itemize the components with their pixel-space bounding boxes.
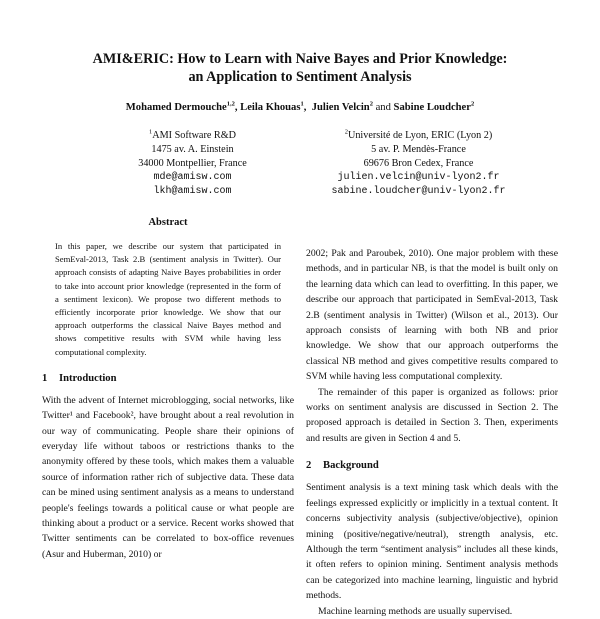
affiliation-mark: 2 [344, 128, 348, 136]
section-heading-introduction [42, 372, 294, 386]
abstract-heading: Abstract [148, 217, 188, 228]
affiliation-city: 69676 Bron Cedex, France [363, 158, 474, 169]
left-column [42, 216, 294, 562]
body-paragraph: 2002; Pak and Paroubek, 2010). One major problem with these methods, and in particular NB, is that the model is built only on the learning data which can lead to overfitting. In this paper, we describe our approach that participated in SemEval-2013, Task 2.B (sentiment analysis in Twitter) (Wilson et al., 2013). Our approach consists of learning with both NB and prior knowledge. We show that our approach outperforms the classical NB method and gives competitive results compared to SVM while having less computational complexity. [306, 248, 558, 383]
author-affiliation-mark: 2 [369, 100, 373, 108]
section-title: Introduction [59, 372, 117, 384]
author-separator: , [234, 102, 238, 113]
author-name: Leila Khouas [240, 102, 301, 113]
affiliation-city: 34000 Montpellier, France [138, 158, 247, 169]
background-paragraph: Sentiment analysis is a text mining task which deals with the feelings expressed explicitly or implicitly in a textual content. It concerns subjectivity analysis (subjective/objective), opinion mining (positive/negative/neutral), strength analysis, etc. Although the term “sentiment analysis” includes all these kinds, it often refers to opinion mining. Sentiment analysis methods can be categorized into machine learning, linguistic and hybrid methods. [306, 482, 558, 602]
author-email: lkh@amisw.com [153, 186, 232, 197]
affiliation-2 [296, 129, 541, 199]
affiliation-org: Université de Lyon, ERIC (Lyon 2) [347, 130, 493, 141]
title-line-2: an Application to Sentiment Analysis [188, 69, 412, 85]
affiliation-mark: 1 [148, 128, 153, 136]
affiliation-address: 5 av. P. Mendès-France [371, 144, 466, 155]
abstract-text: In this paper, we describe our system that participated in SemEval-2013, Task 2.B (sentiment analysis in Twitter). Our approach consists of adapting Naive Bayes probabilities in order to take into account prior knowledge (represented in the form of a sentiment lexicon). We propose two different methods to efficiently incorporate prior knowledge. We show that our approach outperforms the classical Naive Bayes method and shows competitive results with SVM while having less computational complexity. [55, 241, 281, 357]
right-column [306, 246, 558, 619]
author-name: Julien Velcin [311, 102, 370, 113]
author-separator: , [303, 102, 307, 113]
author-email: sabine.loudcher@univ-lyon2.fr [331, 186, 506, 197]
paper-title [40, 50, 560, 86]
author-email: mde@amisw.com [153, 172, 232, 183]
author-list [40, 101, 560, 114]
title-line-1: AMI&ERIC: How to Learn with Naive Bayes and Prior Knowledge: [92, 51, 508, 67]
section-heading-background [306, 459, 558, 473]
body-paragraph: The remainder of this paper is organized as follows: prior works on sentiment analysis are discussed in Section 2. The proposed approach is detailed in Section 3. Then, experiments and results are given in Section 4 and 5. [306, 386, 558, 444]
affiliation-org: AMI Software R&D [152, 130, 236, 141]
section-number: 1 [42, 372, 48, 384]
author-name: Sabine Loudcher [393, 102, 471, 113]
introduction-paragraph: With the advent of Internet microblogging, social networks, like Twitter¹ and Facebook², have brought about a real revolution in our way of communicating. People share their opinions of everyday life without taboos or restrictions thanks to the anonymity offered by these tools, which makes them a valuable source of information rather rich of subjective data. These data can be mined using sentiment analysis as a means to understand people's feelings towards a political cause or what people are thinking about a product or a service. Recent works showed that Twitter sentiments can be correlated to box-office revenues (Asur and Huberman, 2010) or [42, 394, 294, 560]
author-affiliation-mark: 1 [300, 100, 304, 108]
section-title: Background [323, 460, 379, 472]
author-affiliation-mark: 1,2 [226, 100, 235, 108]
affiliation-address: 1475 av. A. Einstein [151, 144, 234, 155]
author-affiliation-mark: 2 [470, 100, 475, 108]
author-separator: and [375, 102, 391, 113]
background-paragraph: Machine learning methods are usually supervised. [318, 605, 513, 617]
author-email: julien.velcin@univ-lyon2.fr [337, 172, 500, 183]
affiliation-1 [70, 129, 315, 199]
section-number: 2 [306, 460, 312, 472]
author-name: Mohamed Dermouche [125, 102, 227, 113]
